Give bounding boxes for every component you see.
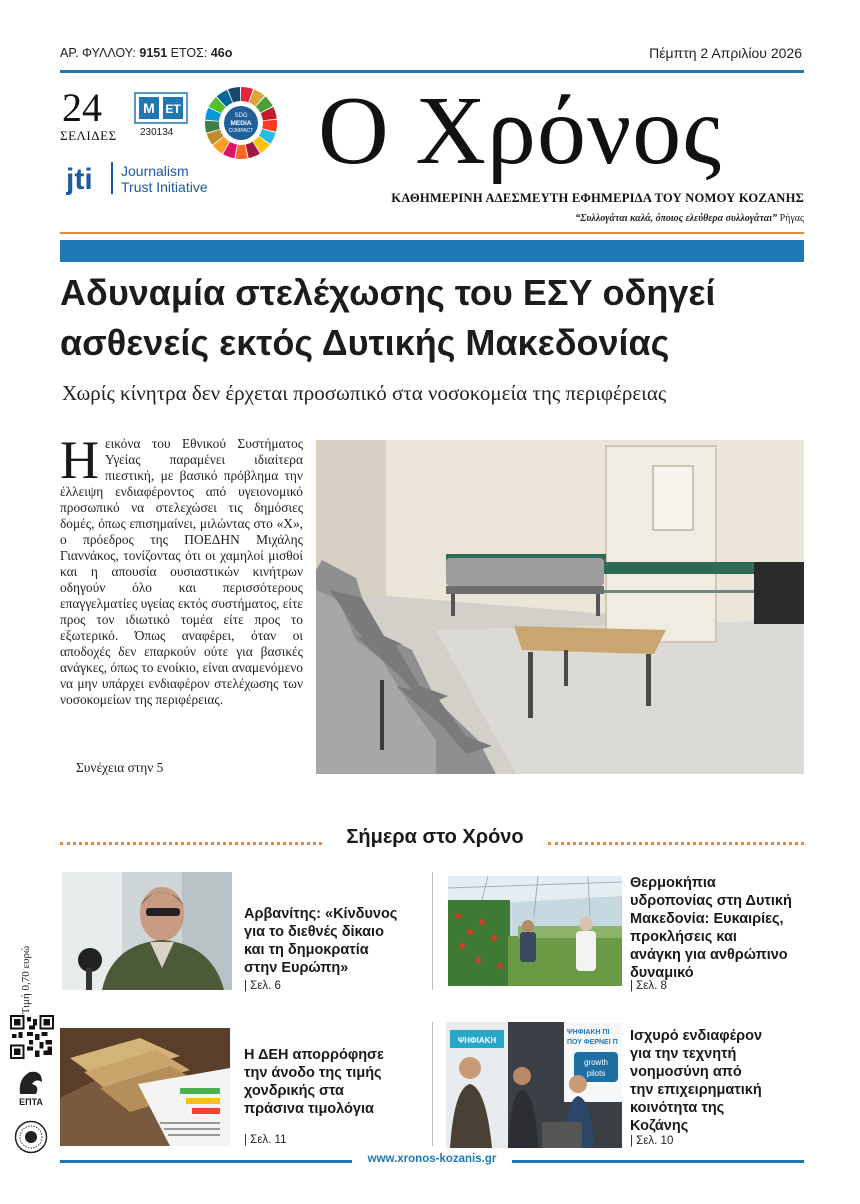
jti-name-line-2: Trust Initiative <box>121 179 208 195</box>
website-link[interactable]: www.xronos-kozanis.gr <box>367 1153 497 1165</box>
teaser-3-line: Η ΔΕΗ απορρόφησε <box>244 1047 384 1063</box>
lead-headline[interactable] <box>60 268 810 368</box>
headline-line-1: Αδυναμία στελέχωσης του ΕΣΥ οδηγεί <box>60 272 716 313</box>
teaser-photo-3 <box>60 1028 230 1146</box>
teaser-4-line: νοημοσύνη από <box>630 1064 742 1080</box>
pages-label: ΣΕΛΙΔΕΣ <box>60 128 117 143</box>
dropcap: Η <box>60 430 99 490</box>
motto <box>318 213 804 224</box>
slide-word-2: pilots <box>586 1069 606 1078</box>
teaser-page-4[interactable]: | Σελ. 10 <box>630 1135 674 1147</box>
association-seal-icon <box>14 1120 48 1154</box>
qr-code-icon[interactable] <box>10 1015 54 1059</box>
sdg-wheel-segment <box>235 145 247 159</box>
section-title: Σήμερα στο Χρόνο <box>346 826 524 848</box>
bottom-divider-right <box>512 1160 804 1163</box>
slide-title-1: ΨΗΦΙΑΚΗ ΠΙ <box>567 1029 610 1036</box>
sdg-text-2: MEDIA <box>230 120 252 127</box>
pages-count: 24 <box>62 85 102 130</box>
motto-author: Ρήγας <box>779 213 804 224</box>
issue-date: Πέμπτη 2 Απριλίου 2026 <box>649 45 802 61</box>
blue-banner-bar <box>60 240 804 262</box>
jti-name-line-1: Journalism <box>121 163 189 179</box>
epta-logo <box>14 1068 48 1108</box>
teaser-1-line: και τη δημοκρατία <box>244 942 369 958</box>
issue-number: 9151 <box>139 46 168 60</box>
orange-divider <box>60 232 804 234</box>
met-letter-et: ΕΤ <box>165 102 181 116</box>
teaser-1-line: Αρβανίτης: «Κίνδυνος <box>244 906 398 922</box>
issue-label: ΑΡ. ΦΥΛΛΟΥ: <box>60 46 136 60</box>
article-text: εικόνα του Εθνικού Συστήματος Υγείας παραμένει ιδιαίτερα πιεστική, με βασικό πρόβλημα την έλλειψη ενδιαφέροντος από υγειονομικό προσωπικό να στελεχώσει τις δημόσιες δομές, όπως επισημαίνει, μιλώντας στο «Χ», ο πρόεδρος της ΠΟΕΔΗΝ Μιχάλης Γιαννάκος, τονίζοντας ότι οι χαμηλοί μισθοί και η απουσία ουσιαστικών κινήτρων οδηγούν όλο και περισσότερους επαγγελματίες υγείας εκτός συστήματος, είτε προς τον ιδιωτικό τομέα είτε προς το εξωτερικό. Όπως αναφέρει, όταν οι αποδοχές δεν επαρκούν ούτε για βασικές ανάγκες, όπως το ενοίκιο, είναι αναμενόμενο να μην υπάρχει ενδιαφέρον στελέχωσης των νοσοκομείων της περιφέρειας. <box>60 436 303 707</box>
jti-logo <box>66 158 226 198</box>
bottom-divider-left <box>60 1160 352 1163</box>
met-letter-m: Μ <box>143 100 155 116</box>
newspaper-subtitle: ΚΑΘΗΜΕΡΙΝΗ ΑΔΕΣΜΕΥΤΗ ΕΦΗΜΕΡΙΔΑ ΤΟΥ ΝΟΜΟΥ ΚΟΖΑΝΗΣ <box>391 191 804 205</box>
teaser-2-line: προκλήσεις και <box>630 929 737 945</box>
teaser-4-line: Ισχυρό ενδιαφέρον <box>630 1028 763 1044</box>
newspaper-title: Ο Χρόνος <box>318 77 723 185</box>
teaser-page-3[interactable]: | Σελ. 11 <box>244 1134 287 1146</box>
price-label <box>16 945 36 1015</box>
continues-link[interactable]: Συνέχεια στην 5 <box>76 760 164 775</box>
top-divider <box>60 70 804 73</box>
teaser-2-line: Μακεδονία: Ευκαιρίες, <box>630 911 784 927</box>
jti-mark: jti <box>66 163 93 196</box>
teaser-photo-2 <box>448 876 622 986</box>
teaser-page-2[interactable]: | Σελ. 8 <box>630 980 667 992</box>
teaser-4-line: Κοζάνης <box>630 1118 689 1134</box>
teaser-title-4[interactable] <box>630 1027 806 1135</box>
teaser-photo-1 <box>62 872 232 990</box>
teaser-2-line: υδροπονίας στη Δυτική <box>630 893 792 909</box>
sdg-media-compact-logo <box>204 86 278 160</box>
year-label: ΕΤΟΣ: <box>170 46 208 60</box>
teaser-separator <box>432 1022 433 1146</box>
banner-text: ΨΗΦΙΑΚΗ <box>457 1036 497 1045</box>
teaser-title-1[interactable] <box>244 905 434 977</box>
teaser-4-line: κοινότητα της <box>630 1100 725 1116</box>
waiting-room-photo <box>316 440 804 774</box>
lead-article-body <box>60 430 303 708</box>
slide-word-1: growth <box>583 1058 609 1067</box>
met-logo <box>134 92 188 124</box>
teaser-title-2[interactable] <box>630 874 806 982</box>
teaser-title-3[interactable] <box>244 1046 434 1118</box>
met-code: 230134 <box>140 127 174 138</box>
issue-meta <box>60 46 232 60</box>
motto-quote: “Συλλογάται καλά, όποιος ελεύθερα συλλογάται” <box>575 213 778 224</box>
price-text: Τιμή 0,70 ευρώ <box>20 945 32 1015</box>
teaser-photo-4 <box>446 1022 622 1148</box>
teaser-3-line: πράσινα τιμολόγια <box>244 1101 374 1117</box>
lead-dek: Χωρίς κίνητρα δεν έρχεται προσωπικό στα νοσοκομεία της περιφέρειας <box>62 381 667 405</box>
year-value: 46ο <box>210 46 233 60</box>
teaser-2-line: δυναμικό <box>630 965 694 981</box>
section-divider-right <box>548 842 804 845</box>
teaser-separator <box>432 872 433 990</box>
teaser-3-line: χονδρικής στα <box>244 1083 344 1099</box>
section-divider-left <box>60 842 322 845</box>
teaser-4-line: την επιχειρηματική <box>630 1082 762 1098</box>
teaser-2-line: ανάγκη για ανθρώπινο <box>630 947 788 963</box>
slide-title-2: ΠΟΥ ΦΕΡΝΕΙ Π <box>567 1039 618 1046</box>
teaser-3-line: την άνοδο της τιμής <box>244 1065 382 1081</box>
teaser-page-1[interactable]: | Σελ. 6 <box>244 980 281 992</box>
teaser-1-line: στην Ευρώπη» <box>244 960 349 976</box>
teaser-4-line: για την τεχνητή <box>630 1046 737 1062</box>
epta-text: ΕΠΤΑ <box>19 1097 43 1107</box>
sdg-text-1: SDG <box>234 113 248 119</box>
teaser-1-line: για το διεθνές δίκαιο <box>244 924 384 940</box>
headline-line-2: ασθενείς εκτός Δυτικής Μακεδονίας <box>60 322 670 363</box>
sdg-text-3: COMPACT <box>228 128 254 134</box>
teaser-2-line: Θερμοκήπια <box>630 875 716 891</box>
